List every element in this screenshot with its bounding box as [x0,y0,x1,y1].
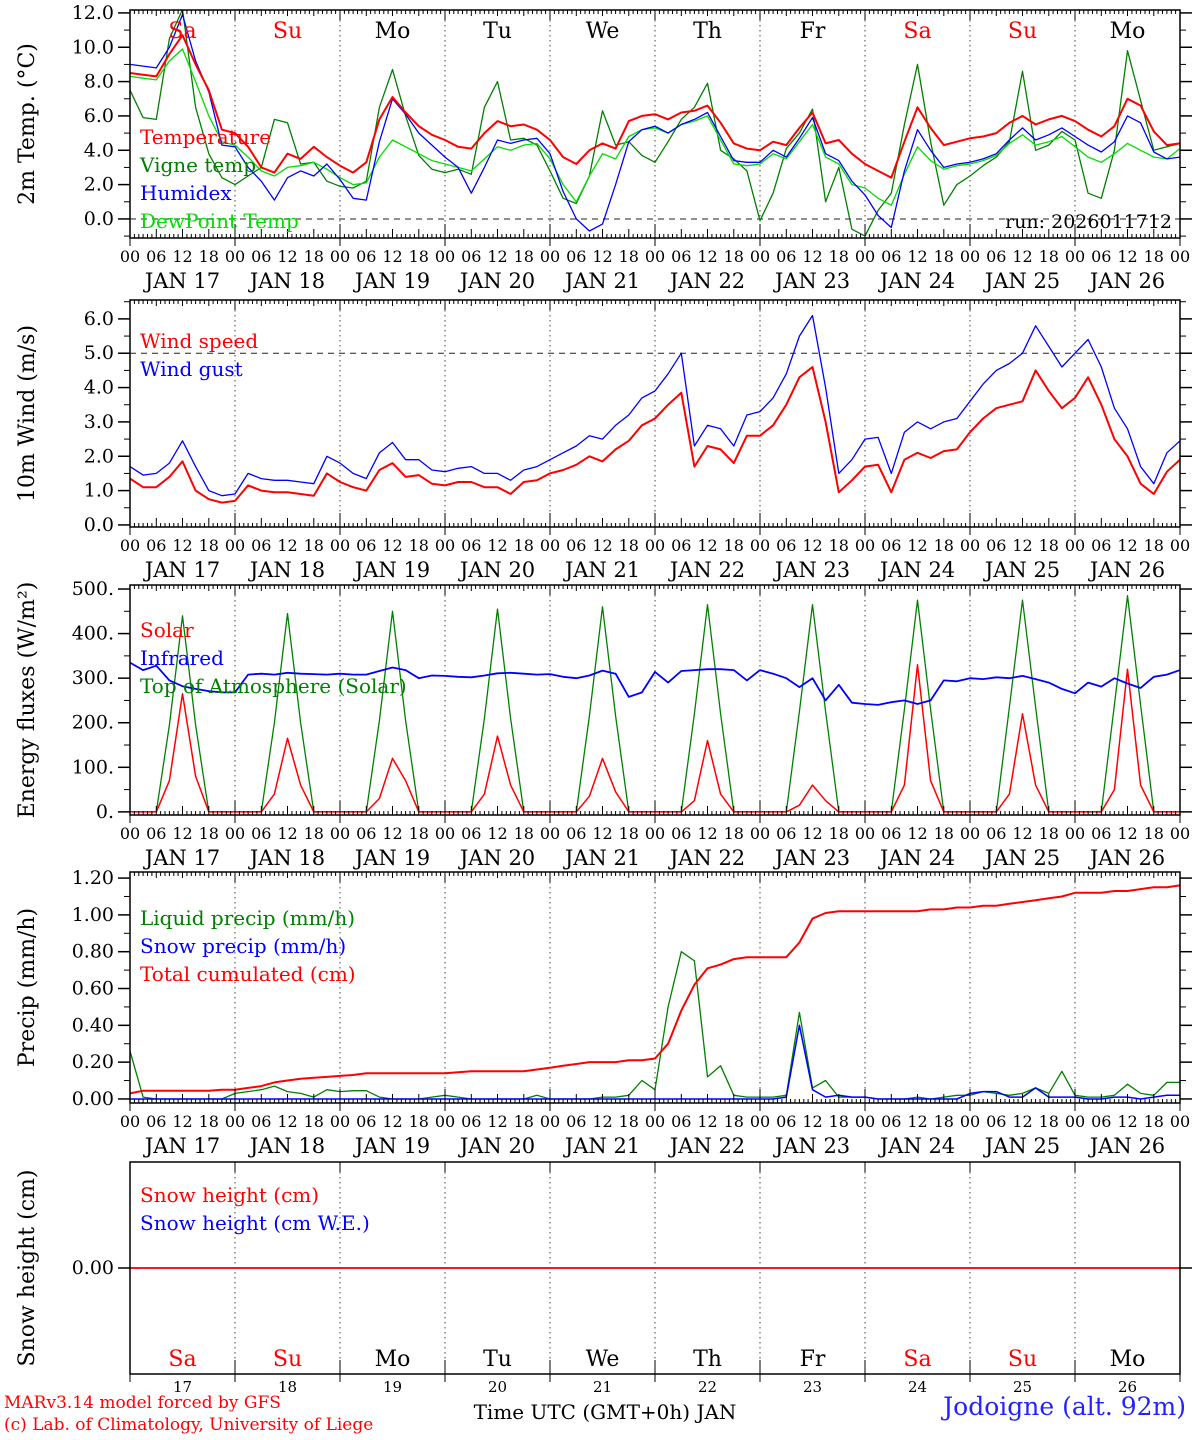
hour-label: 18 [618,247,639,266]
ytick-label: 5.0 [83,342,114,365]
hour-label: 12 [172,247,193,266]
hour-label: 00 [224,247,246,266]
ytick-label: 0.00 [71,1087,114,1110]
hour-label: 12 [382,824,403,843]
xaxis-panel-2 [120,824,1190,870]
hour-label: 12 [1117,536,1138,555]
date-label: JAN 18 [249,1134,326,1158]
ytick-label: 0.00 [71,1257,114,1279]
day-number: 22 [697,1378,718,1396]
hour-label: 00 [1169,536,1191,555]
ytick-label: 0. [95,800,114,823]
dayname-top: Su [272,19,303,44]
hour-label: 06 [251,824,272,843]
hour-label: 18 [408,247,429,266]
station-label: Jodoigne (alt. 92m) [943,1392,1186,1421]
hour-label: 18 [828,824,849,843]
hour-label: 18 [1038,824,1059,843]
hour-label: 00 [329,247,351,266]
hour-label: 18 [303,247,324,266]
hour-label: 12 [697,536,718,555]
hour-label: 00 [224,824,246,843]
hour-label: 00 [539,824,561,843]
hour-label: 06 [356,1112,377,1131]
series-toa-solar [130,596,1180,812]
hour-label: 06 [356,247,377,266]
hour-label: 12 [1117,824,1138,843]
dayname-top: Mo [1109,19,1146,44]
date-label: JAN 22 [669,846,746,870]
dayname-top: Fr [799,19,826,44]
hour-label: 18 [513,824,534,843]
hour-label: 12 [697,247,718,266]
hour-label: 00 [644,247,666,266]
hour-label: 18 [1143,1112,1164,1131]
hour-label: 00 [434,824,456,843]
hour-label: 12 [172,824,193,843]
hour-label: 00 [854,824,876,843]
hour-label: 00 [644,536,666,555]
hour-label: 12 [382,247,403,266]
hour-label: 18 [933,824,954,843]
ytick-label: 4.0 [83,139,114,162]
hour-label: 12 [1012,536,1033,555]
hour-label: 18 [198,1112,219,1131]
hour-label: 06 [566,247,587,266]
hour-label: 18 [303,824,324,843]
date-label: JAN 18 [249,269,326,293]
hour-label: 06 [671,536,692,555]
day-number: 19 [382,1378,403,1396]
ytick-label: 2.0 [83,445,114,468]
ytick-label: 0.40 [71,1014,114,1037]
legend-wind-0: Wind speed [140,329,259,353]
hour-label: 00 [119,247,141,266]
hour-label: 12 [592,247,613,266]
ytick-label: 4.0 [83,376,114,399]
date-label: JAN 17 [144,269,221,293]
dayname-top: Tu [483,19,512,44]
ylabel-precip: Precip (mm/h) [15,907,40,1068]
hour-label: 18 [198,824,219,843]
xaxis-panel-0 [120,247,1190,293]
hour-label: 06 [566,536,587,555]
hour-label: 12 [172,536,193,555]
hour-label: 18 [1038,247,1059,266]
hour-label: 12 [802,247,823,266]
hour-label: 06 [1091,247,1112,266]
hour-label: 06 [461,1112,482,1131]
date-label: JAN 26 [1089,558,1166,582]
hour-label: 06 [1091,536,1112,555]
hour-label: 12 [487,1112,508,1131]
day-number: 18 [277,1378,298,1396]
ytick-label: 100. [71,756,114,779]
hour-label: 18 [303,1112,324,1131]
ytick-label: 6.0 [83,104,114,127]
xaxis-panel-1 [120,536,1190,582]
date-label: JAN 23 [774,269,851,293]
hour-label: 18 [933,536,954,555]
date-label: JAN 20 [459,1134,536,1158]
day-number: 20 [487,1378,508,1396]
dayname-top: Sa [168,19,197,44]
hour-label: 06 [251,1112,272,1131]
date-label: JAN 20 [459,558,536,582]
hour-label: 06 [146,247,167,266]
hour-label: 12 [1012,824,1033,843]
legend-precip-0: Liquid precip (mm/h) [140,906,356,930]
hour-label: 00 [749,1112,771,1131]
hour-label: 18 [1038,1112,1059,1131]
dayname-top: We [585,19,620,44]
hour-label: 00 [959,247,981,266]
hour-label: 12 [1012,247,1033,266]
hour-label: 18 [933,247,954,266]
hour-label: 18 [828,1112,849,1131]
hour-label: 12 [907,824,928,843]
legend-energy-fluxes-1: Infrared [140,646,224,670]
hour-label: 06 [671,824,692,843]
date-label: JAN 22 [669,558,746,582]
hour-label: 12 [1117,247,1138,266]
hour-label: 18 [303,536,324,555]
hour-label: 06 [776,824,797,843]
hour-label: 18 [618,824,639,843]
hour-label: 00 [1169,1112,1191,1131]
hour-label: 06 [881,536,902,555]
ytick-label: 12.0 [71,1,114,24]
date-label: JAN 25 [984,1134,1061,1158]
date-label: JAN 21 [564,558,641,582]
hour-label: 06 [566,824,587,843]
hour-label: 06 [251,247,272,266]
day-number: 23 [802,1378,823,1396]
hour-label: 12 [697,1112,718,1131]
hour-label: 12 [802,824,823,843]
hour-label: 18 [513,1112,534,1131]
dayname-bottom: Su [272,1347,303,1372]
run-label: run: 2026011712 [1005,211,1172,233]
hour-label: 12 [592,536,613,555]
hour-label: 12 [277,536,298,555]
day-number: 24 [907,1378,928,1396]
hour-label: 06 [671,1112,692,1131]
model-credit-line1: MARv3.14 model forced by GFS [4,1393,281,1413]
hour-label: 18 [198,247,219,266]
hour-label: 06 [986,247,1007,266]
hour-label: 06 [986,1112,1007,1131]
hour-label: 06 [356,824,377,843]
hour-label: 18 [618,536,639,555]
hour-label: 00 [1169,247,1191,266]
hour-label: 00 [1064,824,1086,843]
dayname-top: Sa [903,19,932,44]
date-label: JAN 25 [984,269,1061,293]
hour-label: 12 [1012,1112,1033,1131]
legend-temperature-3: DewPoint Temp [140,209,299,233]
ytick-label: 3.0 [83,410,114,433]
hour-label: 00 [749,536,771,555]
dayname-bottom: Sa [168,1347,197,1372]
hour-label: 06 [251,536,272,555]
hour-label: 00 [644,1112,666,1131]
hour-label: 12 [277,247,298,266]
date-label: JAN 19 [354,269,431,293]
panel-precip [15,867,1192,1111]
date-label: JAN 25 [984,558,1061,582]
hour-label: 18 [723,1112,744,1131]
hour-label: 18 [1143,536,1164,555]
hour-label: 18 [618,1112,639,1131]
date-label: JAN 23 [774,846,851,870]
hour-label: 00 [329,824,351,843]
legend-energy-fluxes-0: Solar [140,618,194,642]
hour-label: 06 [881,1112,902,1131]
hour-label: 06 [356,536,377,555]
date-label: JAN 18 [249,558,326,582]
date-label: JAN 24 [879,846,956,870]
ytick-label: 0.0 [83,207,114,230]
hour-label: 12 [277,824,298,843]
hour-label: 00 [119,1112,141,1131]
hour-label: 18 [408,824,429,843]
hour-label: 12 [907,1112,928,1131]
hour-label: 18 [828,536,849,555]
hour-label: 12 [487,536,508,555]
legend-wind-1: Wind gust [140,357,243,381]
date-label: JAN 26 [1089,846,1166,870]
hour-label: 06 [776,536,797,555]
day-number: 21 [592,1378,613,1396]
date-label: JAN 26 [1089,1134,1166,1158]
hour-label: 00 [434,1112,456,1131]
hour-label: 06 [881,247,902,266]
dayname-bottom: Fr [799,1347,826,1372]
hour-label: 00 [539,1112,561,1131]
dayname-bottom: Mo [1109,1347,1146,1372]
hour-label: 18 [513,247,534,266]
hour-label: 18 [408,1112,429,1131]
hour-label: 12 [172,1112,193,1131]
hour-label: 00 [959,1112,981,1131]
series-wind-speed [130,367,1180,503]
date-label: JAN 17 [144,1134,221,1158]
ytick-label: 6.0 [83,307,114,330]
hour-label: 00 [959,536,981,555]
hour-label: 18 [1143,247,1164,266]
ytick-label: 0.60 [71,977,114,1000]
ylabel-wind: 10m Wind (m/s) [15,324,40,503]
ytick-label: 0.80 [71,940,114,963]
hour-label: 18 [513,536,534,555]
hour-label: 00 [224,1112,246,1131]
day-number: 17 [172,1378,193,1396]
date-label: JAN 17 [144,846,221,870]
ylabel-temperature: 2m Temp. (°C) [15,43,40,205]
hour-label: 18 [1143,824,1164,843]
xaxis-panel-3 [120,1112,1190,1158]
legend-precip-2: Total cumulated (cm) [140,962,356,986]
date-label: JAN 26 [1089,269,1166,293]
hour-label: 12 [277,1112,298,1131]
hour-label: 12 [907,536,928,555]
hour-label: 00 [539,536,561,555]
legend-temperature-0: Temperature [140,125,272,149]
ytick-label: 400. [71,622,114,645]
panel-energy-fluxes [15,578,1192,823]
hour-label: 00 [854,1112,876,1131]
hour-label: 06 [881,824,902,843]
legend-precip-1: Snow precip (mm/h) [140,934,347,958]
hour-label: 18 [1038,536,1059,555]
date-label: JAN 19 [354,558,431,582]
hour-label: 06 [776,1112,797,1131]
hour-label: 00 [119,536,141,555]
legend-temperature-2: Humidex [140,181,232,205]
hour-label: 00 [644,824,666,843]
panel-wind [15,300,1192,536]
hour-label: 00 [224,536,246,555]
hour-label: 06 [986,536,1007,555]
legend-snow-height-1: Snow height (cm W.E.) [140,1211,370,1235]
hour-label: 00 [1064,247,1086,266]
hour-label: 12 [487,824,508,843]
dayname-bottom: Sa [903,1347,932,1372]
ytick-label: 1.0 [83,479,114,502]
ytick-label: 0.0 [83,513,114,536]
hour-label: 00 [434,536,456,555]
hour-label: 12 [382,536,403,555]
hour-label: 18 [198,536,219,555]
hour-label: 06 [146,1112,167,1131]
hour-label: 06 [461,536,482,555]
dayname-top: Su [1007,19,1038,44]
ytick-label: 0.20 [71,1051,114,1074]
ytick-label: 8.0 [83,70,114,93]
hour-label: 12 [592,1112,613,1131]
date-label: JAN 24 [879,558,956,582]
hour-label: 12 [382,1112,403,1131]
dayname-top: Mo [374,19,411,44]
hour-label: 18 [933,1112,954,1131]
ytick-label: 500. [71,578,114,601]
ytick-label: 1.00 [71,903,114,926]
ylabel-snow-height: Snow height (cm) [15,1169,40,1367]
hour-label: 00 [329,1112,351,1131]
ytick-label: 1.20 [71,867,114,890]
hour-label: 12 [592,824,613,843]
hour-label: 06 [461,824,482,843]
hour-label: 18 [723,247,744,266]
hour-label: 00 [1064,1112,1086,1131]
dayname-bottom: Th [693,1347,722,1372]
hour-label: 12 [487,247,508,266]
date-label: JAN 24 [879,1134,956,1158]
hour-label: 06 [986,824,1007,843]
legend-temperature-1: Vigne temp [140,153,257,177]
hour-label: 06 [146,536,167,555]
hour-label: 18 [723,536,744,555]
hour-label: 00 [749,824,771,843]
date-label: JAN 17 [144,558,221,582]
hour-label: 00 [119,824,141,843]
hour-label: 00 [1064,536,1086,555]
hour-label: 06 [776,247,797,266]
hour-label: 06 [671,247,692,266]
date-label: JAN 21 [564,269,641,293]
hour-label: 06 [461,247,482,266]
date-label: JAN 23 [774,1134,851,1158]
hour-label: 06 [1091,824,1112,843]
day-number: 26 [1117,1378,1138,1396]
date-label: JAN 23 [774,558,851,582]
time-axis-title: Time UTC (GMT+0h) JAN [473,1400,737,1424]
hour-label: 00 [329,536,351,555]
dayname-bottom: Tu [483,1347,512,1372]
hour-label: 06 [566,1112,587,1131]
date-label: JAN 24 [879,269,956,293]
date-label: JAN 18 [249,846,326,870]
hour-label: 00 [854,247,876,266]
hour-label: 00 [1169,824,1191,843]
date-label: JAN 19 [354,846,431,870]
hour-label: 12 [907,247,928,266]
hour-label: 18 [408,536,429,555]
date-label: JAN 20 [459,846,536,870]
date-label: JAN 25 [984,846,1061,870]
legend-energy-fluxes-2: Top of Atmosphere (Solar) [140,674,407,698]
date-label: JAN 22 [669,1134,746,1158]
dayname-bottom: We [585,1347,620,1372]
hour-label: 00 [749,247,771,266]
hour-label: 18 [723,824,744,843]
hour-label: 00 [854,536,876,555]
hour-label: 06 [1091,1112,1112,1131]
hour-label: 00 [959,824,981,843]
legend-snow-height-0: Snow height (cm) [140,1183,320,1207]
ytick-label: 300. [71,667,114,690]
dayname-bottom: Su [1007,1347,1038,1372]
date-label: JAN 19 [354,1134,431,1158]
ylabel-energy-fluxes: Energy fluxes (W/m²) [15,581,40,819]
ytick-label: 200. [71,711,114,734]
date-label: JAN 22 [669,269,746,293]
hour-label: 00 [539,247,561,266]
model-credit-line2: (c) Lab. of Climatology, University of Liege [4,1415,374,1435]
date-label: JAN 20 [459,269,536,293]
ytick-label: 2.0 [83,173,114,196]
date-label: JAN 21 [564,1134,641,1158]
hour-label: 06 [146,824,167,843]
dayname-bottom: Mo [374,1347,411,1372]
hour-label: 12 [802,1112,823,1131]
model-credit [4,1392,373,1436]
ytick-label: 10.0 [71,36,114,59]
date-label: JAN 21 [564,846,641,870]
hour-label: 00 [434,247,456,266]
hour-label: 12 [697,824,718,843]
dayname-top: Th [693,19,722,44]
hour-label: 18 [828,247,849,266]
hour-label: 12 [802,536,823,555]
hour-label: 12 [1117,1112,1138,1131]
day-number: 25 [1012,1378,1033,1396]
